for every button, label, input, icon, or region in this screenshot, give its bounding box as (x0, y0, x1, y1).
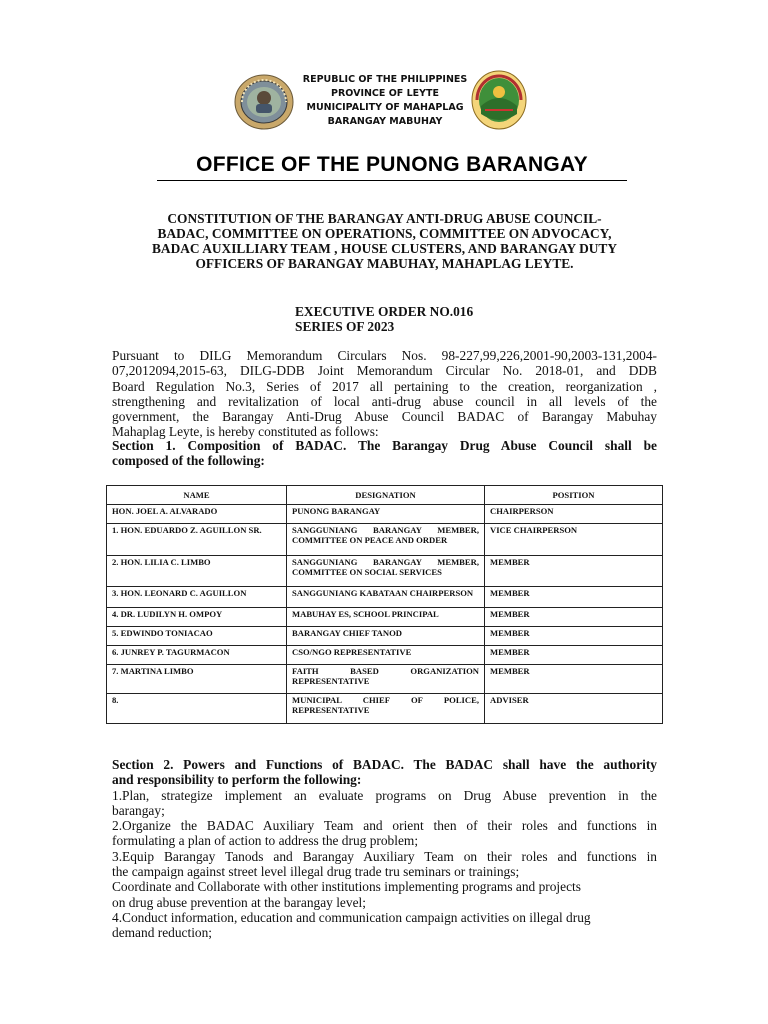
member-name: 3. HON. LEONARD C. AGUILLON (107, 587, 287, 608)
preamble-line: 07,2012094,2015-63, DILG-DDB Joint Memorandum Circular No. 2018-01, and DDB (112, 363, 657, 379)
table-row (107, 665, 663, 694)
section-2-line: 2.Organize the BADAC Auxiliary Team and orient then of their roles and functions in (112, 818, 657, 834)
government-header (300, 73, 470, 129)
member-name: 4. DR. LUDILYN H. OMPOY (107, 608, 287, 627)
section-2-line: formulating a plan of action to address the drug problem; (112, 833, 419, 849)
table-row (107, 587, 663, 608)
section-2-line: 1.Plan, strategize implement an evaluate programs on Drug Abuse prevention in the (112, 787, 657, 803)
constitution-title-line: CONSTITUTION OF THE BARANGAY ANTI-DRUG ABUSE COUNCIL- (167, 211, 602, 226)
section-2-line: demand reduction; (112, 925, 213, 941)
table-header-row (107, 486, 663, 505)
title-underline (157, 180, 627, 181)
table-row (107, 524, 663, 556)
member-name: 7. MARTINA LIMBO (107, 665, 287, 694)
member-name: 2. HON. LILIA C. LIMBO (107, 556, 287, 587)
office-title: OFFICE OF THE PUNONG BARANGAY (196, 153, 588, 176)
column-header-designation: DESIGNATION (287, 486, 485, 505)
preamble-line: government, the Barangay Anti-Drug Abuse Council BADAC of Barangay Mabuhay (112, 409, 657, 425)
member-name: 1. HON. EDUARDO Z. AGUILLON SR. (107, 524, 287, 556)
preamble-line: Mahaplag Leyte, is hereby constituted as follows: (112, 424, 379, 440)
table-row (107, 556, 663, 587)
executive-order-number: EXECUTIVE ORDER NO.016 (295, 304, 474, 319)
member-name: 6. JUNREY P. TAGURMACON (107, 646, 287, 665)
member-position: MEMBER (485, 665, 663, 694)
member-position: VICE CHAIRPERSON (485, 524, 663, 556)
section-2-line: the campaign against street level illegal drug trade tru seminars or trainings; (112, 864, 520, 880)
section-2-heading-line: and responsibility to perform the following: (112, 772, 362, 788)
member-designation: FAITH BASED ORGANIZATION REPRESENTATIVE (287, 665, 485, 694)
member-designation: PUNONG BARANGAY (287, 505, 485, 524)
member-name: 8. (107, 694, 287, 724)
table-row (107, 646, 663, 665)
section-1-line: composed of the following: (112, 453, 265, 469)
member-designation: CSO/NGO REPRESENTATIVE (287, 646, 485, 665)
section-2-line: 3.Equip Barangay Tanods and Barangay Auxiliary Team on their roles and functions in (112, 848, 657, 864)
barangay-seal-logo (234, 74, 294, 130)
member-name: HON. JOEL A. ALVARADO (107, 505, 287, 524)
constitution-title-line: BADAC, COMMITTEE ON OPERATIONS, COMMITTEE ON ADVOCACY, (157, 226, 612, 241)
section-2-line: barangay; (112, 802, 165, 818)
executive-order-series: SERIES OF 2023 (295, 319, 395, 334)
member-position: MEMBER (485, 587, 663, 608)
member-position: MEMBER (485, 627, 663, 646)
table-row (107, 627, 663, 646)
section-2-line: Coordinate and Collaborate with other institutions implementing programs and projects (112, 879, 581, 895)
preamble-line: Pursuant to DILG Memorandum Circulars Nos. 98-227,99,226,2001-90,2003-131,2004- (112, 348, 657, 363)
member-designation: MABUHAY ES, SCHOOL PRINCIPAL (287, 608, 485, 627)
header-line-municipality: MUNICIPALITY OF MAHAPLAG (306, 102, 464, 113)
member-position: CHAIRPERSON (485, 505, 663, 524)
header-line-province: PROVINCE OF LEYTE (331, 88, 439, 99)
member-designation: BARANGAY CHIEF TANOD (287, 627, 485, 646)
member-position: MEMBER (485, 556, 663, 587)
header-line-republic: REPUBLIC OF THE PHILIPPINES (302, 74, 468, 85)
member-designation: SANGGUNIANG KABATAAN CHAIRPERSON (287, 587, 485, 608)
member-designation: MUNICIPAL CHIEF OF POLICE, REPRESENTATIVE (287, 694, 485, 724)
table-row (107, 505, 663, 524)
section-2-heading-line: Section 2. Powers and Functions of BADAC. The BADAC shall have the authority (112, 757, 657, 772)
preamble-line: strengthening and revitalization of local anti-drug abuse council in all levels of the (112, 393, 657, 409)
header-line-barangay: BARANGAY MABUHAY (327, 116, 443, 127)
member-name: 5. EDWINDO TONIACAO (107, 627, 287, 646)
constitution-title-line: OFFICERS OF BARANGAY MABUHAY, MAHAPLAG LEYTE. (195, 256, 574, 271)
member-position: ADVISER (485, 694, 663, 724)
executive-order-block (295, 304, 473, 334)
member-position: MEMBER (485, 646, 663, 665)
member-designation: SANGGUNIANG BARANGAY MEMBER, COMMITTEE ON SOCIAL SERVICES (287, 556, 485, 587)
badac-composition-table (106, 485, 663, 724)
member-designation: SANGGUNIANG BARANGAY MEMBER, COMMITTEE ON PEACE AND ORDER (287, 524, 485, 556)
preamble-line: Board Regulation No.3, Series of 2017 all pertaining to the creation, reorganization , (112, 378, 657, 394)
table-row (107, 694, 663, 724)
preamble-paragraph (112, 348, 657, 440)
section-2 (112, 757, 657, 941)
municipality-seal-logo (471, 70, 527, 130)
section-1-heading (112, 438, 657, 469)
table-row (107, 608, 663, 627)
section-2-line: 4.Conduct information, education and communication campaign activities on illegal drug (112, 909, 591, 925)
constitution-title (112, 211, 657, 271)
section-1-line: Section 1. Composition of BADAC. The Barangay Drug Abuse Council shall be (112, 438, 657, 453)
column-header-position: POSITION (485, 486, 663, 505)
section-2-line: on drug abuse prevention at the barangay level; (112, 894, 366, 910)
column-header-name: NAME (107, 486, 287, 505)
constitution-title-line: BADAC AUXILLIARY TEAM , HOUSE CLUSTERS, AND BARANGAY DUTY (151, 241, 618, 256)
member-position: MEMBER (485, 608, 663, 627)
